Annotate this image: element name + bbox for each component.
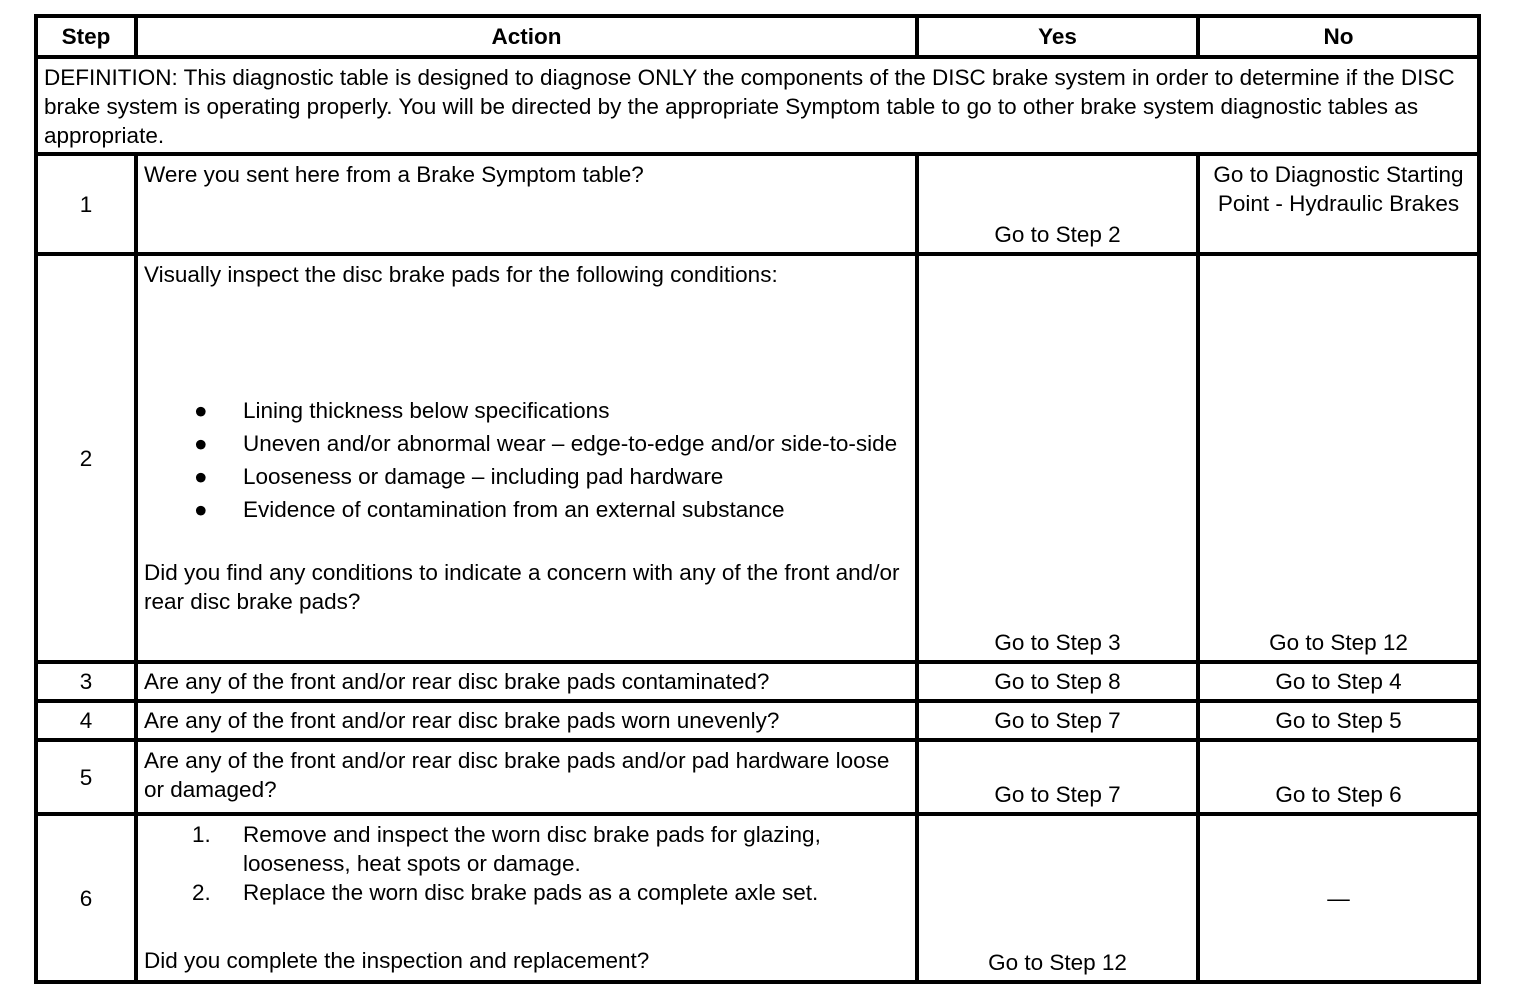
yes-result: Go to Step 3 [917, 254, 1198, 662]
yes-result: Go to Step 2 [917, 154, 1198, 254]
step-number: 5 [36, 740, 136, 814]
definition-row [36, 57, 1479, 154]
step-number: 2 [36, 254, 136, 662]
condition-list [144, 396, 909, 524]
yes-result: Go to Step 7 [917, 740, 1198, 814]
table-row [36, 814, 1479, 982]
bullet-icon: ● [194, 464, 208, 489]
step-number: 4 [36, 701, 136, 740]
action-text: Are any of the front and/or rear disc brake pads worn unevenly? [136, 701, 917, 740]
action-intro: Visually inspect the disc brake pads for the following conditions: [144, 262, 778, 287]
list-item: 1. Remove and inspect the worn disc brake pads for glazing, looseness, heat spots or damage. [192, 822, 821, 876]
no-result: Go to Step 4 [1198, 662, 1479, 701]
definition-text: DEFINITION: This diagnostic table is designed to diagnose ONLY the components of the DISC brake system in order to determine if the DISC brake system is operating properly. You will be directed by the appropriate Symptom table to go to other brake system diagnostic tables as appropriate. [36, 57, 1479, 154]
header-step: Step [36, 16, 136, 57]
header-no: No [1198, 16, 1479, 57]
action-text: Are any of the front and/or rear disc brake pads and/or pad hardware loose or damaged? [136, 740, 917, 814]
bullet-icon: ● [194, 431, 208, 456]
action-question: Did you complete the inspection and replacement? [144, 948, 650, 973]
table-row [36, 154, 1479, 254]
action-text: Are any of the front and/or rear disc brake pads contaminated? [136, 662, 917, 701]
no-result: Go to Diagnostic Starting Point - Hydraulic Brakes [1198, 154, 1479, 254]
procedure-list [144, 820, 909, 907]
action-text: Were you sent here from a Brake Symptom table? [136, 154, 917, 254]
no-result: Go to Step 12 [1198, 254, 1479, 662]
list-item: ● Looseness or damage – including pad hardware [194, 464, 724, 489]
step-number: 1 [36, 154, 136, 254]
diagnostic-table [34, 14, 1481, 984]
header-yes: Yes [917, 16, 1198, 57]
no-result: Go to Step 6 [1198, 740, 1479, 814]
step-number: 3 [36, 662, 136, 701]
yes-result: Go to Step 7 [917, 701, 1198, 740]
yes-result: Go to Step 12 [917, 814, 1198, 982]
no-result: Go to Step 5 [1198, 701, 1479, 740]
table-row [36, 701, 1479, 740]
table-row [36, 254, 1479, 662]
list-item: ● Uneven and/or abnormal wear – edge-to-edge and/or side-to-side [194, 431, 898, 456]
header-row [36, 16, 1479, 57]
bullet-icon: ● [194, 398, 208, 423]
yes-result: Go to Step 8 [917, 662, 1198, 701]
list-item: ● Evidence of contamination from an external substance [194, 497, 785, 522]
list-item: ● Lining thickness below specifications [194, 398, 610, 423]
table-row [36, 740, 1479, 814]
bullet-icon: ● [194, 497, 208, 522]
no-result: — [1198, 814, 1479, 982]
step-number: 6 [36, 814, 136, 982]
list-item: 2. Replace the worn disc brake pads as a complete axle set. [192, 880, 819, 905]
table-row [36, 662, 1479, 701]
action-question: Did you find any conditions to indicate a concern with any of the front and/or rear disc brake pads? [144, 560, 900, 614]
header-action: Action [136, 16, 917, 57]
action-cell [136, 814, 917, 982]
action-cell [136, 254, 917, 662]
